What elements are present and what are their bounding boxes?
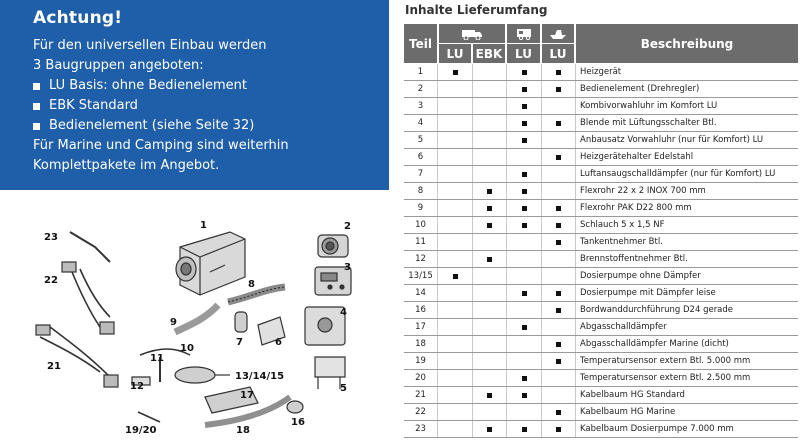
ebk-cell [473, 183, 507, 199]
table-row [404, 370, 798, 387]
teil-cell: 7 [404, 166, 438, 182]
header-lu: LU [439, 44, 472, 63]
lu1-cell [439, 217, 473, 233]
included-mark-icon [556, 223, 561, 228]
notice-bullet-3 [33, 116, 389, 136]
ebk-cell [473, 319, 507, 335]
description-cell: Abgasschalldämpfer Marine (dicht) [580, 339, 729, 349]
lu1-cell [439, 132, 473, 148]
ebk-cell [473, 200, 507, 216]
ebk-cell [473, 81, 507, 97]
part-number-label: 12 [130, 381, 144, 392]
included-mark-icon [487, 393, 492, 398]
table-row [404, 183, 798, 200]
part-number-label: 18 [236, 425, 250, 436]
table-row [404, 251, 798, 268]
ebk-cell [473, 302, 507, 318]
part-number-label: 2 [344, 221, 351, 232]
included-mark-icon [522, 138, 527, 143]
lu2-cell [507, 166, 542, 182]
description-cell: Temperatursensor extern Btl. 2.500 mm [580, 373, 751, 383]
lu1-cell [439, 302, 473, 318]
lu2-cell [507, 149, 542, 165]
part-number-label: 1 [200, 220, 207, 231]
lu2-cell [507, 285, 542, 301]
lu2-cell [507, 404, 542, 420]
table-row [404, 149, 798, 166]
part-number-label: 17 [240, 390, 254, 401]
header-beschreibung: Beschreibung [576, 24, 798, 63]
ebk-cell [473, 64, 507, 80]
ebk-cell [473, 217, 507, 233]
included-mark-icon [487, 427, 492, 432]
lu3-cell [542, 64, 576, 80]
part-number-label: 21 [47, 361, 61, 372]
heater-unit-drawing [176, 232, 245, 295]
teil-cell: 12 [404, 251, 438, 267]
lu1-cell [439, 268, 473, 284]
lu2-cell [507, 302, 542, 318]
included-mark-icon [522, 104, 527, 109]
lu3-cell [542, 353, 576, 369]
table-row [404, 285, 798, 302]
description-cell: Temperatursensor extern Btl. 5.000 mm [580, 356, 751, 366]
table-row [404, 234, 798, 251]
ebk-cell [473, 166, 507, 182]
teil-cell: 8 [404, 183, 438, 199]
lu1-cell [439, 251, 473, 267]
ebk-cell [473, 115, 507, 131]
included-mark-icon [556, 410, 561, 415]
included-mark-icon [522, 291, 527, 296]
lu1-cell [439, 234, 473, 250]
lu3-cell [542, 268, 576, 284]
teil-cell: 21 [404, 387, 438, 403]
part-number-label: 9 [170, 317, 177, 328]
teil-cell: 2 [404, 81, 438, 97]
included-mark-icon [522, 206, 527, 211]
description-cell: Flexrohr PAK D22 800 mm [580, 203, 692, 213]
part-number-label: 8 [248, 279, 255, 290]
teil-cell: 4 [404, 115, 438, 131]
teil-cell: 18 [404, 336, 438, 352]
lu1-cell [439, 336, 473, 352]
included-mark-icon [522, 70, 527, 75]
description-cell: Bedienelement (Drehregler) [580, 84, 700, 94]
description-cell: Anbausatz Vorwahluhr (nur für Komfort) LU [580, 135, 764, 145]
notice-line-1: Für den universellen Einbau werden [33, 38, 267, 53]
teil-cell: 22 [404, 404, 438, 420]
part-number-label: 19/20 [125, 425, 157, 436]
parts-illustration [0, 207, 389, 444]
description-cell: Bordwanddurchführung D24 gerade [580, 305, 734, 315]
lu2-cell [507, 234, 542, 250]
table-row [404, 64, 798, 81]
lu2-cell [507, 268, 542, 284]
included-mark-icon [453, 70, 458, 75]
included-mark-icon [522, 172, 527, 177]
included-mark-icon [556, 291, 561, 296]
table-row [404, 200, 798, 217]
harness-22-drawing [70, 267, 110, 327]
teil-cell: 13/15 [404, 268, 438, 284]
description-cell: Heizgerät [580, 67, 622, 77]
teil-cell: 11 [404, 234, 438, 250]
description-cell: Brennstoffentnehmer Btl. [580, 254, 688, 264]
table-row [404, 166, 798, 183]
lu1-cell [439, 200, 473, 216]
table-row [404, 404, 798, 421]
control-knob-drawing [318, 235, 348, 257]
table-title: Inhalte Lieferumfang [405, 3, 548, 17]
lu1-cell [439, 353, 473, 369]
included-mark-icon [522, 223, 527, 228]
notice-line-4: Komplettpakete im Angebot. [33, 158, 220, 173]
description-cell: Dosierpumpe mit Dämpfer leise [580, 288, 716, 298]
ebk-cell [473, 421, 507, 437]
silencer-drawing [235, 312, 247, 332]
teil-cell: 14 [404, 285, 438, 301]
part-number-label: 3 [344, 262, 351, 273]
ebk-cell [473, 234, 507, 250]
part-number-label: 6 [275, 337, 282, 348]
teil-cell: 17 [404, 319, 438, 335]
lu2-cell [507, 200, 542, 216]
harness-23-drawing [70, 232, 110, 262]
description-cell: Dosierpumpe ohne Dämpfer [580, 271, 701, 281]
ebk-cell [473, 387, 507, 403]
description-cell: Kombivorwahluhr im Komfort LU [580, 101, 718, 111]
table-row [404, 115, 798, 132]
lu1-cell [439, 387, 473, 403]
lu2-cell [507, 81, 542, 97]
lu2-cell [507, 251, 542, 267]
included-mark-icon [556, 155, 561, 160]
notice-line-3: Für Marine und Camping sind weiterhin [33, 138, 289, 153]
lu3-cell [542, 98, 576, 114]
included-mark-icon [522, 325, 527, 330]
lu3-cell [542, 81, 576, 97]
description-cell: Kabelbaum HG Standard [580, 390, 685, 400]
ebk-cell [473, 353, 507, 369]
teil-cell: 20 [404, 370, 438, 386]
included-mark-icon [522, 121, 527, 126]
included-mark-icon [522, 376, 527, 381]
description-cell: Kabelbaum HG Marine [580, 407, 676, 417]
ebk-cell [473, 404, 507, 420]
lu2-cell [507, 115, 542, 131]
notice-box [0, 0, 389, 190]
teil-cell: 16 [404, 302, 438, 318]
boat-icon [542, 24, 575, 43]
included-mark-icon [556, 427, 561, 432]
part-number-label: 5 [340, 383, 347, 394]
parts-diagram [0, 207, 389, 444]
lu2-cell [507, 132, 542, 148]
included-mark-icon [487, 223, 492, 228]
table-row [404, 302, 798, 319]
panel-drawing [305, 307, 345, 345]
table-row [404, 98, 798, 115]
header-lu: LU [542, 44, 575, 63]
description-cell: Schlauch 5 x 1,5 NF [580, 220, 665, 230]
lu1-cell [439, 319, 473, 335]
included-mark-icon [556, 240, 561, 245]
pump-drawing [175, 367, 230, 383]
teil-cell: 10 [404, 217, 438, 233]
teil-cell: 5 [404, 132, 438, 148]
lu3-cell [542, 319, 576, 335]
part-number-label: 16 [291, 417, 305, 428]
table-row [404, 132, 798, 149]
lu1-cell [439, 370, 473, 386]
included-mark-icon [487, 189, 492, 194]
table-row [404, 217, 798, 234]
lu1-cell [439, 98, 473, 114]
description-cell: Abgasschalldämpfer [580, 322, 667, 332]
description-cell: Flexrohr 22 x 2 INOX 700 mm [580, 186, 706, 196]
lu2-cell [507, 370, 542, 386]
notice-bullet-text: Bedienelement (siehe Seite 32) [49, 118, 255, 133]
description-cell: Kabelbaum Dosierpumpe 7.000 mm [580, 424, 734, 434]
hull-fitting-drawing [287, 401, 303, 413]
lu2-cell [507, 217, 542, 233]
included-mark-icon [453, 274, 458, 279]
notice-line-2: 3 Baugruppen angeboten: [33, 58, 204, 73]
table-row [404, 421, 798, 438]
included-mark-icon [556, 87, 561, 92]
included-mark-icon [487, 206, 492, 211]
lu3-cell [542, 370, 576, 386]
lu3-cell [542, 336, 576, 352]
part-number-label: 4 [340, 307, 347, 318]
lu2-cell [507, 319, 542, 335]
lu3-cell [542, 234, 576, 250]
included-mark-icon [556, 121, 561, 126]
ebk-cell [473, 132, 507, 148]
table-row [404, 268, 798, 285]
bullet-square-icon [33, 123, 40, 130]
ebk-cell [473, 149, 507, 165]
lu3-cell [542, 115, 576, 131]
lu2-cell [507, 98, 542, 114]
lu1-cell [439, 115, 473, 131]
header-teil: Teil [404, 24, 438, 63]
ebk-cell [473, 336, 507, 352]
ebk-cell [473, 251, 507, 267]
table-row [404, 353, 798, 370]
lu3-cell [542, 387, 576, 403]
teil-cell: 3 [404, 98, 438, 114]
notice-bullet-text: EBK Standard [49, 98, 138, 113]
lu3-cell [542, 302, 576, 318]
notice-title: Achtung! [33, 8, 123, 28]
lu2-cell [507, 183, 542, 199]
lu3-cell [542, 285, 576, 301]
lu1-cell [439, 81, 473, 97]
included-mark-icon [556, 70, 561, 75]
lu1-cell [439, 149, 473, 165]
ebk-cell [473, 285, 507, 301]
teil-cell: 19 [404, 353, 438, 369]
lu2-cell [507, 421, 542, 437]
header-ebk: EBK [473, 44, 506, 63]
table-row [404, 81, 798, 98]
ebk-cell [473, 370, 507, 386]
lu3-cell [542, 217, 576, 233]
included-mark-icon [556, 206, 561, 211]
sensor-drawing [138, 412, 160, 422]
teil-cell: 6 [404, 149, 438, 165]
lu3-cell [542, 166, 576, 182]
part-number-label: 13/14/15 [235, 371, 285, 382]
lu1-cell [439, 285, 473, 301]
table-row [404, 319, 798, 336]
lu3-cell [542, 404, 576, 420]
lu3-cell [542, 200, 576, 216]
ebk-cell [473, 98, 507, 114]
lu2-cell [507, 336, 542, 352]
included-mark-icon [556, 308, 561, 313]
lu2-cell [507, 64, 542, 80]
description-cell: Blende mit Lüftungsschalter Btl. [580, 118, 717, 128]
lu2-cell [507, 353, 542, 369]
table-row [404, 336, 798, 353]
bullet-square-icon [33, 83, 40, 90]
bullet-square-icon [33, 103, 40, 110]
teil-cell: 9 [404, 200, 438, 216]
truck-icon [439, 24, 506, 43]
pipe-drawing [175, 305, 218, 332]
included-mark-icon [556, 359, 561, 364]
description-cell: Heizgerätehalter Edelstahl [580, 152, 694, 162]
lu3-cell [542, 149, 576, 165]
included-mark-icon [522, 189, 527, 194]
part-number-label: 23 [44, 232, 58, 243]
part-number-label: 22 [44, 275, 58, 286]
header-lu: LU [507, 44, 541, 63]
lu2-cell [507, 387, 542, 403]
description-cell: Tankentnehmer Btl. [580, 237, 663, 247]
notice-bullet-text: LU Basis: ohne Bedienelement [49, 78, 247, 93]
notice-bullet-1 [33, 76, 389, 96]
lu3-cell [542, 132, 576, 148]
lu1-cell [439, 183, 473, 199]
lu1-cell [439, 166, 473, 182]
camper-icon [507, 24, 541, 43]
included-mark-icon [522, 427, 527, 432]
lu3-cell [542, 183, 576, 199]
lu1-cell [439, 64, 473, 80]
description-cell: Luftansaugschalldämpfer (nur für Komfort) LU [580, 169, 776, 179]
part-number-label: 10 [180, 343, 194, 354]
lu1-cell [439, 421, 473, 437]
notice-bullet-2 [33, 96, 389, 116]
part-number-label: 7 [236, 337, 243, 348]
table-row [404, 387, 798, 404]
teil-cell: 1 [404, 64, 438, 80]
part-number-label: 11 [150, 353, 164, 364]
included-mark-icon [556, 342, 561, 347]
included-mark-icon [522, 393, 527, 398]
lu1-cell [439, 404, 473, 420]
ebk-cell [473, 268, 507, 284]
included-mark-icon [522, 87, 527, 92]
teil-cell: 23 [404, 421, 438, 437]
included-mark-icon [487, 257, 492, 262]
lu3-cell [542, 421, 576, 437]
lu3-cell [542, 251, 576, 267]
